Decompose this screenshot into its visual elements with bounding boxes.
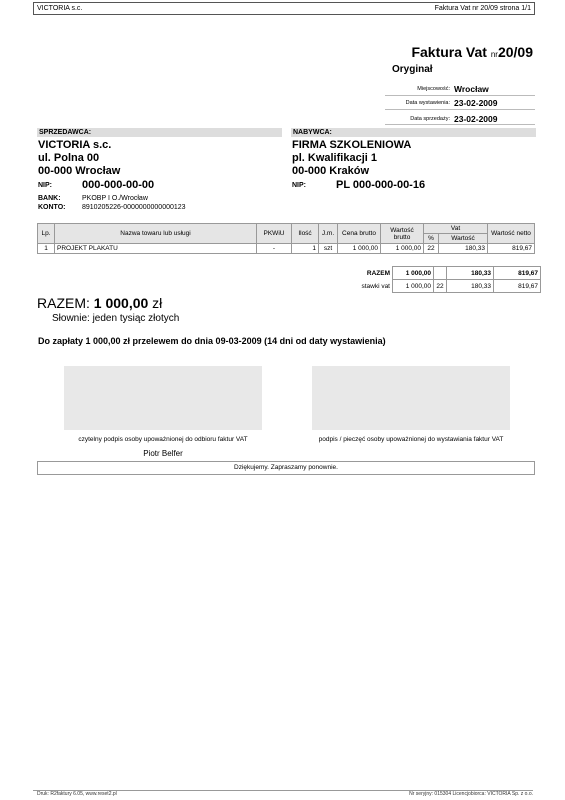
- sale-date-value: 23-02-2009: [454, 114, 498, 124]
- cell-price: 1 000,00: [338, 244, 381, 254]
- seller-block: [38, 139, 120, 178]
- stawki-net: 819,67: [494, 280, 541, 293]
- buyer-street: pl. Kwalifikacji 1: [292, 152, 377, 164]
- total-currency: zł: [152, 295, 163, 311]
- table-row: [38, 244, 535, 254]
- total-value: 1 000,00: [93, 295, 149, 311]
- seller-street: ul. Polna 00: [38, 152, 100, 164]
- invoice-title-main: Faktura Vat: [411, 44, 487, 60]
- totals-row-razem: [338, 267, 541, 280]
- seller-city: 00-000 Wrocław: [38, 165, 121, 177]
- cell-net: 819,67: [488, 244, 535, 254]
- cell-pkwiu: -: [257, 244, 292, 254]
- razem-label: RAZEM: [366, 269, 390, 277]
- razem-vat: 180,33: [447, 267, 494, 280]
- seller-nip-label: NIP:: [38, 182, 52, 189]
- totals-table: [338, 266, 541, 293]
- seller-account: 8910205226-0000000000000123: [82, 204, 186, 211]
- issue-date-label: Data wystawienia:: [405, 100, 450, 106]
- seller-nip: 000-000-00-00: [82, 179, 155, 191]
- cell-name: PROJEKT PLAKATU: [55, 244, 257, 254]
- footer-right: Nr seryjny: 015304 Licencjobiorca: VICTORIA Sp. z o.o.: [409, 791, 533, 797]
- seller-bank: PKOBP I O./Wrocław: [82, 195, 148, 202]
- invoice-number: 20/09: [497, 44, 533, 60]
- stawki-pct: 22: [434, 280, 447, 293]
- buyer-nip: PL 000-000-00-16: [336, 179, 426, 191]
- total-label: RAZEM:: [37, 295, 90, 311]
- buyer-block: [292, 139, 411, 178]
- stawki-gross: 1 000,00: [393, 280, 434, 293]
- place-label: Miejscowość:: [417, 86, 450, 92]
- col-vat: Vat: [424, 224, 488, 234]
- page-header-bar: [33, 2, 535, 15]
- col-name: Nazwa towaru lub usługi: [55, 224, 257, 244]
- col-vat-val: Wartość: [439, 234, 488, 244]
- buyer-name: FIRMA SZKOLENIOWA: [292, 139, 412, 151]
- col-price: Cena brutto: [338, 224, 381, 244]
- meta-divider: [385, 95, 535, 96]
- receiver-signature-box: [64, 366, 262, 430]
- seller-bank-label: BANK:: [38, 195, 61, 202]
- amount-in-words: Słownie: jeden tysiąc złotych: [52, 313, 180, 324]
- col-vat-pct: %: [424, 234, 439, 244]
- cell-vat: 180,33: [439, 244, 488, 254]
- footer-left: Druk: R2faktury 6.05, www.reset2.pl: [37, 791, 117, 797]
- razem-pct: [434, 267, 447, 280]
- col-net: Wartość netto: [488, 224, 535, 244]
- seller-account-label: KONTO:: [38, 204, 66, 211]
- payment-due: Do zapłaty 1 000,00 zł przelewem do dnia 09-03-2009 (14 dni od daty wystawienia): [38, 336, 386, 346]
- col-pkwiu: PKWiU: [257, 224, 292, 244]
- col-qty: Ilość: [292, 224, 319, 244]
- sale-date-label: Data sprzedaży:: [410, 116, 450, 122]
- invoice-nr-label: nr: [490, 50, 498, 59]
- header-page-info: Faktura Vat nr 20/09 strona 1/1: [434, 5, 531, 12]
- receiver-name: Piotr Belfer: [143, 449, 183, 458]
- col-lp: Lp.: [38, 224, 55, 244]
- header-company: VICTORIA s.c.: [37, 5, 83, 12]
- place-value: Wrocław: [454, 84, 489, 94]
- razem-gross: 1 000,00: [393, 267, 434, 280]
- buyer-city: 00-000 Kraków: [292, 165, 370, 177]
- cell-unit: szt: [319, 244, 338, 254]
- issuer-signature-label: podpis / pieczęć osoby upoważnionej do wystawiania faktur VAT: [318, 436, 504, 443]
- items-table: [37, 223, 535, 254]
- receiver-signature-label: czytelny podpis osoby upoważnionej do odbioru faktur VAT: [78, 436, 248, 443]
- seller-name: VICTORIA s.c.: [38, 139, 112, 151]
- col-gross: Wartość brutto: [381, 224, 424, 244]
- stawki-vat: 180,33: [447, 280, 494, 293]
- invoice-title: [411, 44, 533, 60]
- meta-divider: [385, 109, 535, 110]
- razem-net: 819,67: [494, 267, 541, 280]
- meta-divider: [385, 124, 535, 125]
- table-header-row: [38, 224, 535, 234]
- thank-you-note: Dziękujemy. Zapraszamy ponownie.: [37, 461, 535, 475]
- cell-vat-pct: 22: [424, 244, 439, 254]
- buyer-header: NABYWCA:: [291, 128, 536, 137]
- cell-gross: 1 000,00: [381, 244, 424, 254]
- totals-row-stawki: [338, 280, 541, 293]
- stawki-label: stawki vat: [361, 282, 390, 290]
- cell-qty: 1: [292, 244, 319, 254]
- total-summary: [37, 295, 162, 311]
- col-unit: J.m.: [319, 224, 338, 244]
- cell-lp: 1: [38, 244, 55, 254]
- invoice-copy-type: Oryginał: [392, 64, 433, 75]
- issue-date-value: 23-02-2009: [454, 98, 498, 108]
- buyer-nip-label: NIP:: [292, 182, 306, 189]
- issuer-signature-box: [312, 366, 510, 430]
- seller-header: SPRZEDAWCA:: [37, 128, 282, 137]
